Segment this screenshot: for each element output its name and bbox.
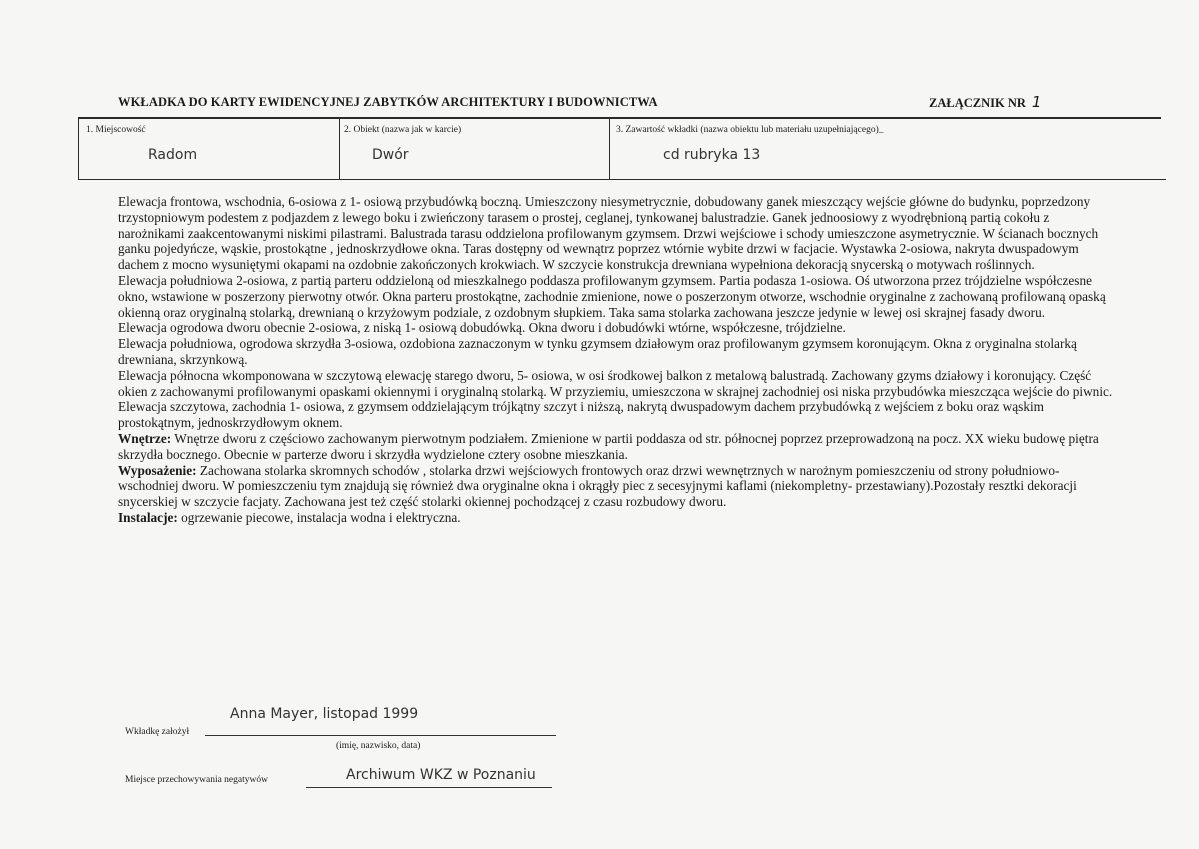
wing-elevation-paragraph: Elewacja południowa, ogrodowa skrzydła 3-osiowa, ozdobiona zaznaczonym w tynku gzymsem działowym oraz profilowanym gzymsem koronującym. Okna z oryginalna stolarką drewniana, skrzynkową. <box>118 336 1077 367</box>
equipment-text: Zachowana stolarka skromnych schodów , stolarka drzwi wejściowych frontowych oraz drzwi wewnętrznych w narożnym pomieszczeniu od strony południowo- wschodniej dworu. W pomieszczeniu tym znajdują się również dwa oryginalne okna i okrągły piec z secesyjnymi kaflami (niekompletny- przestawiany).Pozostały resztki dekoracji snycerskiej w szczycie facjaty. Zachowana jest też część stolarki okiennej pochodzącej z czasu rozbudowy dworu. <box>118 462 1077 510</box>
garden-elevation-paragraph: Elewacja ogrodowa dworu obecnie 2-osiowa, z niską 1- osiową dobudówką. Okna dworu i dobudówki wtórne, współczesne, trójdzielne. <box>118 320 846 336</box>
annex-label: ZAŁĄCZNIK NR <box>929 96 1026 110</box>
contents-label: 3. Zawartość wkładki (nazwa obiektu lub materiału uzupełniającego)_ <box>616 125 884 135</box>
contents-value: cd rubryka 13 <box>663 147 761 163</box>
author-hint: (imię, nazwisko, data) <box>336 741 421 751</box>
sheet-title: WKŁADKA DO KARTY EWIDENCYJNEJ ZABYTKÓW ARCHITEKTURY I BUDOWNICTWA <box>118 95 658 109</box>
front-elevation-paragraph: Elewacja frontowa, wschodnia, 6-osiowa z 1- osiową przybudówką boczną. Umieszczony niesymetrycznie, dobudowany ganek mieszczący wejście główne do budynku, poprzedzony trzystopniowym podestem z podjazdem z lewego boku i zwieńczony tarasem o prostej, ceglanej, tynkowanej balustradzie. Ganek jednoosiowy z wyodrębnioną partią cokołu z narożnikami zaakcentowanymi niskimi pilastrami. Balustrada tarasu oddzielona profilowanym gzymsem. Drzwi wejściowe i schody umieszczone asymetrycznie. W ścianach bocznych ganku pojedyńcze, wąskie, prostokątne , jednoskrzydłowe okna. Taras dostępny od wewnątrz poprzez wtórnie wybite drzwi w facjacie. Wystawka 2-osiowa, nakryta dwuspadowym dachem z mocno wysuniętymi okapami na ozdobnie zakończonych krokwiach. W szczycie konstrukcja drewniana wypełniona dekoracją snycerską o motywach roślinnych. <box>118 194 1099 273</box>
interior-paragraph <box>118 431 1118 463</box>
interior-label: Wnętrze: <box>118 430 172 446</box>
interior-text: Wnętrze dworu z częściowo zachowanym pierwotnym podziałem. Zmienione w partii poddasza od str. północnej poprzez przeprowadzoną na pocz. XX wieku budowę piętra skrzydła bocznego. Obecnie w parterze dworu i skrzydła wydzielone cztery osobne mieszkania. <box>118 430 1099 462</box>
installations-text: ogrzewanie piecowe, instalacja wodna i elektryczna. <box>177 509 461 525</box>
annex-number: 1 <box>1031 93 1042 111</box>
negatives-value: Archiwum WKZ w Poznaniu <box>346 767 536 783</box>
object-value: Dwór <box>372 147 409 163</box>
top-rule <box>78 117 1161 119</box>
north-elevation-paragraph: Elewacja północna wkomponowana w szczytową elewację starego dworu, 5- osiowa, w osi środkowej balkon z metalową balustradą. Zachowany gzyms działowy i koronujący. Część okien z zachowanymi profilowanymi opaskami okiennymi i oryginalną stolarką. W przyziemiu, umieszczona w skrajnej zachodniej osi niska przybudówka mieszcząca wejście do piwnic. Elewacja szczytowa, zachodnia 1- osiowa, z gzymsem oddzielającym trójkątny szczyt i niższą, nakrytą dwuspadowym dachem przybudówką z wejściem z boku oraz wąskim prostokątnym, jednoskrzydłowym oknem. <box>118 367 1113 431</box>
south-elevation-paragraph: Elewacja południowa 2-osiowa, z partią parteru oddzieloną od mieszkalnego poddasza profilowanym gzymsem. Partia podasza 1-osiowa. Oś utworzona przez trójdzielne współczesne okno, wstawione w poszerzony pierwotny otwór. Okna parteru prostokątne, zachodnie zmienione, nowe o poszerzonym otworze, wschodnie oryginalne z zachowaną profilowaną opaską okienną oraz oryginalną stolarką, drewnianą o krzyżowym podziale, z ozdobnym słupkiem. Taka sama stolarka zachowana jeszcze jedynie w lewej osi skrajnej fasady dworu. <box>118 272 1106 320</box>
installations-label: Instalacje: <box>118 509 178 525</box>
location-value: Radom <box>148 147 198 163</box>
author-value: Anna Mayer, listopad 1999 <box>230 706 419 722</box>
object-label: 2. Obiekt (nazwa jak w karcie) <box>344 125 462 135</box>
cell-divider-left <box>78 119 79 180</box>
equipment-paragraph <box>118 463 1118 510</box>
description-body <box>118 194 1118 526</box>
installations-paragraph <box>118 510 1118 526</box>
equipment-label: Wyposażenie: <box>118 462 197 478</box>
annex-heading <box>929 93 1041 111</box>
location-label: 1. Miejscowość <box>86 125 146 135</box>
cell-divider-1 <box>339 119 340 180</box>
author-label: Wkładkę założył <box>125 727 190 737</box>
cell-divider-2 <box>609 119 610 180</box>
negatives-label: Miejsce przechowywania negatywów <box>125 775 268 785</box>
negatives-line <box>306 787 552 788</box>
header-bottom-rule <box>78 179 1166 180</box>
author-line <box>205 735 556 736</box>
